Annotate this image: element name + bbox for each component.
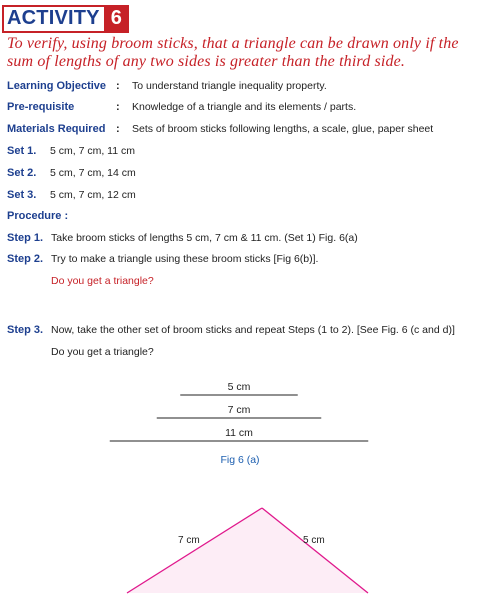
activity-badge: [2, 5, 129, 33]
set-1-value: 5 cm, 7 cm, 11 cm: [50, 145, 135, 157]
prerequisite-label: Pre-requisite: [7, 101, 75, 113]
set-3-label: Set 3.: [7, 189, 37, 201]
step-3-question: Do you get a triangle?: [51, 346, 154, 358]
figure-6a-broom-sticks: [0, 370, 479, 470]
triangle-right-label: 5 cm: [303, 535, 325, 546]
sticks-group: [110, 381, 369, 441]
learning-objective-colon: :: [116, 80, 120, 92]
procedure-heading: Procedure :: [7, 210, 69, 222]
set-1-label: Set 1.: [7, 145, 37, 157]
step-3-label: Step 3.: [7, 324, 44, 336]
activity-objective: To verify, using broom sticks, that a triangle can be drawn only if the sum of lengths of any two sides is greater than the third side.: [7, 35, 459, 70]
prerequisite-colon: :: [116, 101, 120, 113]
learning-objective-label: Learning Objective: [7, 80, 107, 92]
step-1-label: Step 1.: [7, 232, 44, 244]
set-2-label: Set 2.: [7, 167, 37, 179]
learning-objective-value: To understand triangle inequality property.: [132, 80, 327, 92]
figure-6b-triangle: [0, 500, 479, 598]
step-3-text: Now, take the other set of broom sticks and repeat Steps (1 to 2). [See Fig. 6 (c and d)]: [51, 324, 455, 336]
step-2-label: Step 2.: [7, 253, 44, 265]
step-2-text: Try to make a triangle using these broom sticks [Fig 6(b)].: [51, 253, 319, 265]
step-2-question: Do you get a triangle?: [51, 275, 154, 287]
activity-number: 6: [104, 7, 127, 31]
materials-colon: :: [116, 123, 120, 135]
materials-label: Materials Required: [7, 123, 106, 135]
figure-6a-caption: Fig 6 (a): [220, 454, 260, 466]
materials-value: Sets of broom sticks following lengths, a scale, glue, paper sheet: [132, 123, 434, 135]
activity-word: ACTIVITY: [7, 7, 100, 29]
stick-1-label: 5 cm: [227, 381, 251, 393]
triangle-left-label: 7 cm: [178, 535, 200, 546]
step-1-text: Take broom sticks of lengths 5 cm, 7 cm & 11 cm. (Set 1) Fig. 6(a): [51, 232, 358, 244]
prerequisite-value: Knowledge of a triangle and its elements / parts.: [132, 101, 357, 113]
triangle-fill: [127, 508, 368, 593]
stick-2-label: 7 cm: [227, 404, 251, 416]
stick-3-label: 11 cm: [225, 427, 253, 439]
set-3-value: 5 cm, 7 cm, 12 cm: [50, 189, 136, 201]
set-2-value: 5 cm, 7 cm, 14 cm: [50, 167, 136, 179]
